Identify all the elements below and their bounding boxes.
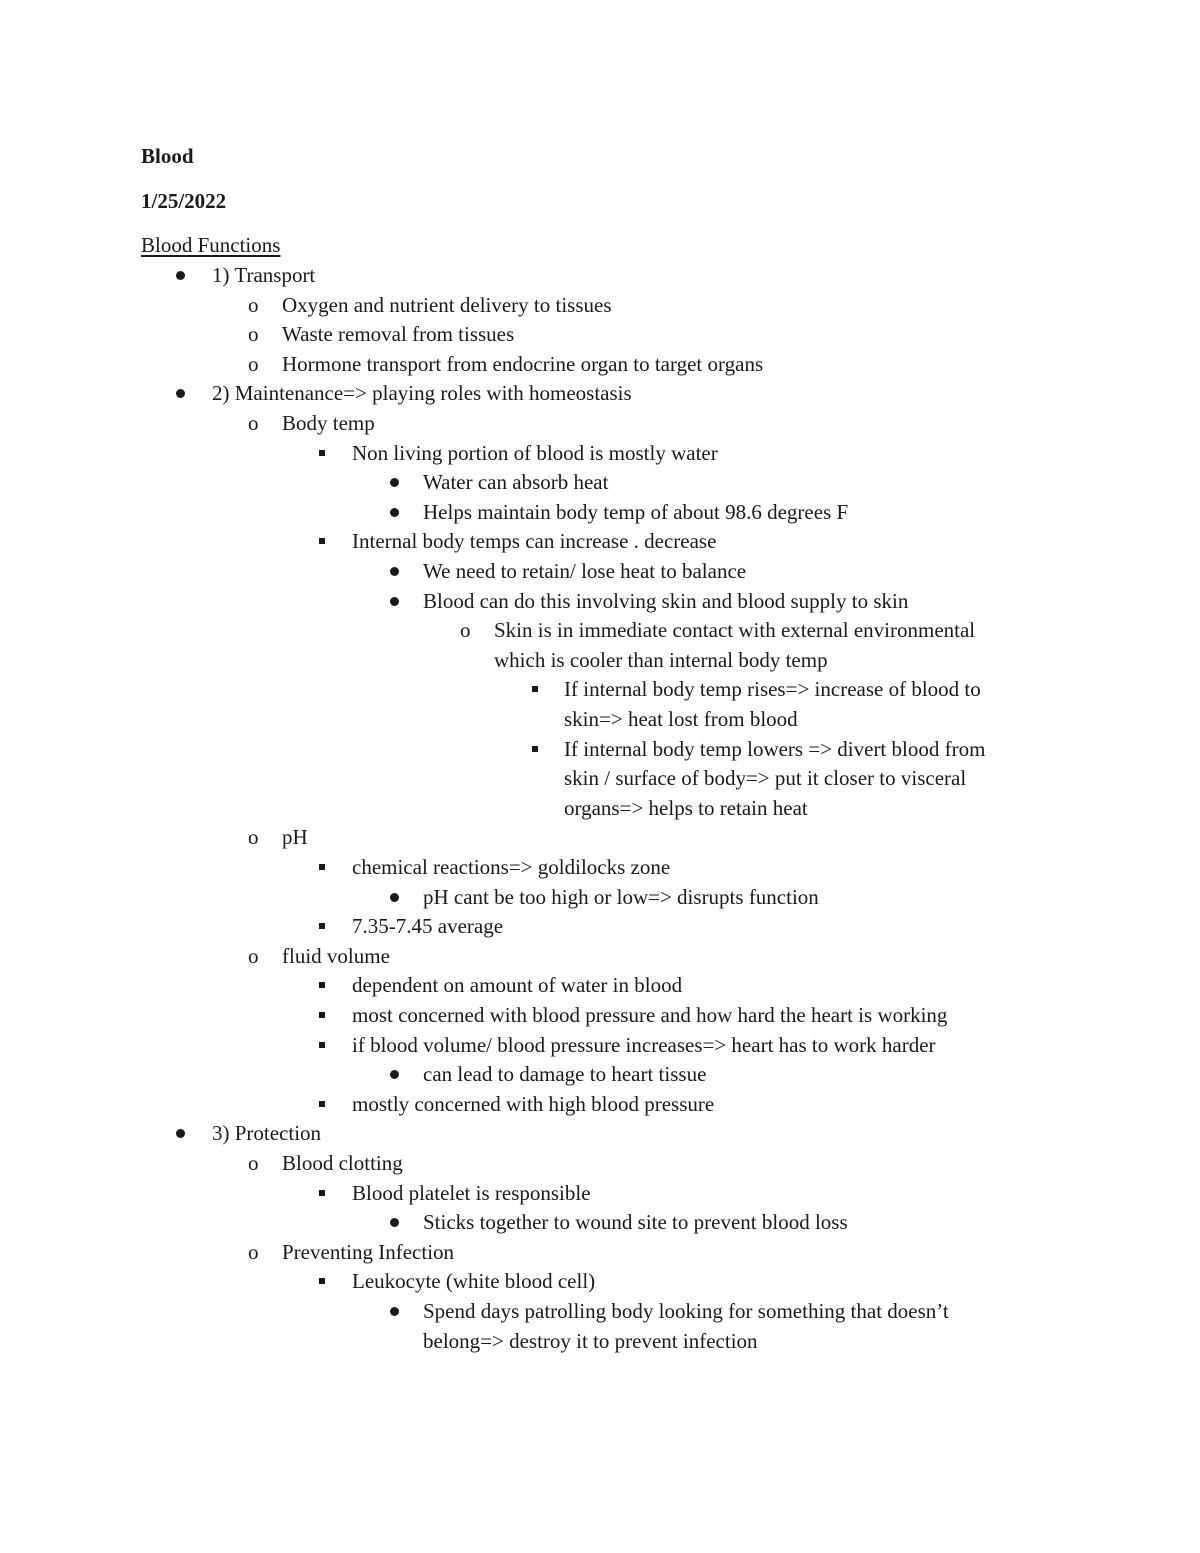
list-item-text: Sticks together to wound site to prevent blood loss [423,1210,848,1234]
list-item-text: We need to retain/ lose heat to balance [423,559,747,583]
list-item-text: Hormone transport from endocrine organ to target organs [282,352,764,376]
document-date: 1/25/2022 [141,189,227,213]
list-item-text: Body temp [282,411,375,435]
list-item-text: Oxygen and nutrient delivery to tissues [282,293,612,317]
list-item-text: belong=> destroy it to prevent infection [423,1329,758,1353]
list-item-text: skin / surface of body=> put it closer to visceral [564,766,967,790]
section-title: Blood Functions [141,233,281,257]
list-item-text: Blood platelet is responsible [352,1181,591,1205]
list-item-text: skin=> heat lost from blood [564,707,798,731]
list-item-text: 2) Maintenance=> playing roles with homeostasis [212,381,632,405]
list-item-text: Waste removal from tissues [282,322,515,346]
list-item-text: pH [282,825,308,849]
list-item-text: 3) Protection [212,1121,322,1145]
list-item-text: 7.35-7.45 average [352,914,504,938]
list-item-text: Skin is in immediate contact with external environmental [494,618,976,642]
list-item-text: Blood can do this involving skin and blood supply to skin [423,589,909,613]
list-item-text: Helps maintain body temp of about 98.6 degrees F [423,500,849,524]
list-item-text: Water can absorb heat [423,470,609,494]
list-item-text: Blood clotting [282,1151,403,1175]
list-item-text: Non living portion of blood is mostly water [352,441,718,465]
list-item-text: Leukocyte (white blood cell) [352,1269,596,1293]
list-item-text: most concerned with blood pressure and how hard the heart is working [352,1003,948,1027]
list-item-text: can lead to damage to heart tissue [423,1062,707,1086]
list-item-text: 1) Transport [212,263,316,287]
list-item-text: mostly concerned with high blood pressure [352,1092,715,1116]
list-item-text: organs=> helps to retain heat [564,796,808,820]
list-item-text: If internal body temp lowers => divert blood from [564,737,986,761]
list-item-text: Preventing Infection [282,1240,455,1264]
list-item-text: If internal body temp rises=> increase of blood to [564,677,981,701]
list-item-text: Internal body temps can increase . decrease [352,529,717,553]
list-item-text: dependent on amount of water in blood [352,973,683,997]
list-item-text: chemical reactions=> goldilocks zone [352,855,671,879]
list-item-text: Spend days patrolling body looking for something that doesn’t [423,1299,949,1323]
list-item-text: fluid volume [282,944,390,968]
list-item-text: pH cant be too high or low=> disrupts function [423,885,819,909]
list-item-text: if blood volume/ blood pressure increases=> heart has to work harder [352,1033,936,1057]
list-item-text: which is cooler than internal body temp [494,648,828,672]
document-title: Blood [141,144,194,168]
